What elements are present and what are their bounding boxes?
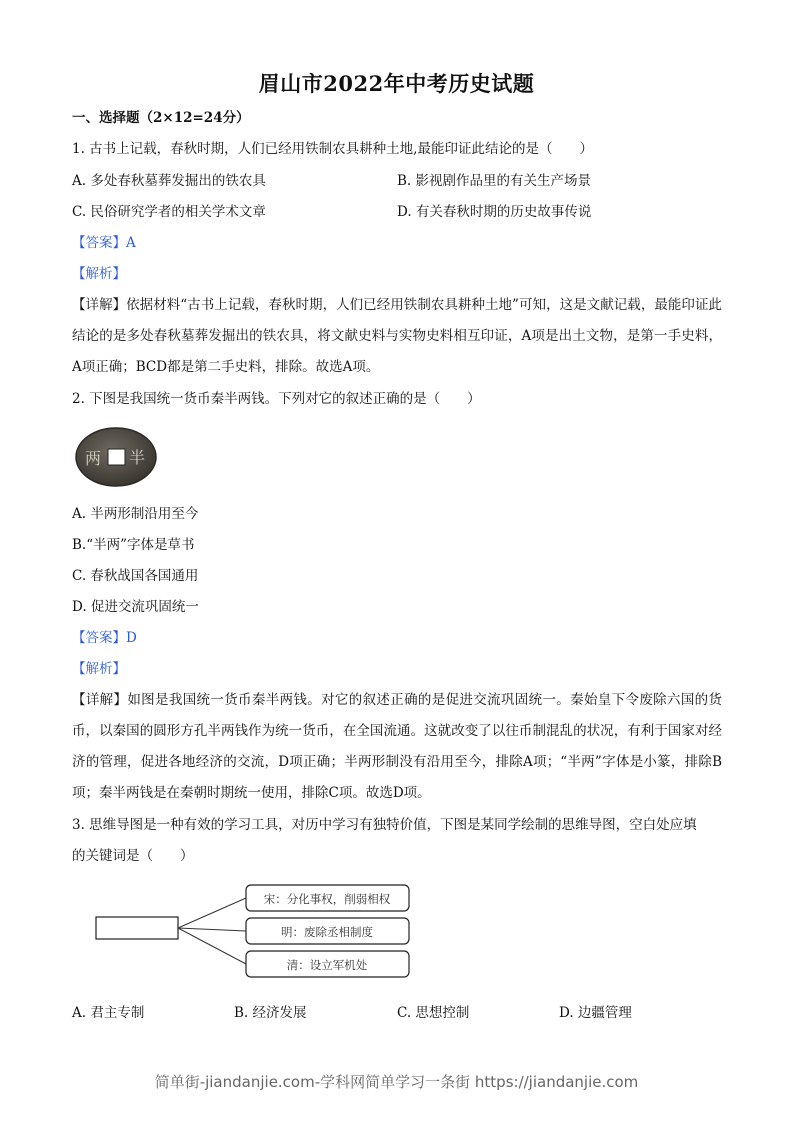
q3-option-a: A. 君主专制 [72, 1005, 145, 1021]
q1-answer: 【答案】A [72, 235, 136, 251]
q2-analysis-label: 【解析】 [72, 661, 126, 677]
q2-answer: 【答案】D [72, 630, 137, 646]
q2-option-b: B.“半两”字体是草书 [72, 537, 195, 553]
q3-stem-line1: 3. 思维导图是一种有效的学习工具，对历中学习有独特价值，下图是某同学绘制的思维导图，空白处应填 [72, 817, 697, 833]
mind-map-diagram [90, 878, 420, 983]
q3-option-c: C. 思想控制 [397, 1005, 470, 1021]
branch-song-label: 宋：分化事权，削弱相权 [263, 892, 391, 906]
section-heading: 一、选择题（2×12=24分） [72, 110, 250, 126]
q2-option-c: C. 春秋战国各国通用 [72, 568, 199, 584]
q3-option-b: B. 经济发展 [234, 1005, 307, 1021]
q2-detail: 【详解】如图是我国统一货币秦半两钱。对它的叙述正确的是促进交流巩固统一。秦始皇下令废除六国的货币，以秦国的圆形方孔半两钱作为统一货币，在全国流通。这就改变了以往币制混乱的状况，有利于国家对经济的管理，促进各地经济的交流，D项正确；半两形制没有沿用至今，排除A项；“半两”字体是小篆，排除B项；秦半两钱是在秦朝时期统一使用，排除C项。故选D项。 [72, 692, 722, 801]
banliang-coin-image [74, 426, 158, 488]
q1-option-b: B. 影视剧作品里的有关生产场景 [397, 173, 592, 189]
q2-stem: 2. 下图是我国统一货币秦半两钱。下列对它的叙述正确的是（ ） [72, 391, 481, 407]
mind-map-blank-box [96, 917, 178, 939]
q2-option-a: A. 半两形制沿用至今 [72, 506, 199, 522]
q1-detail: 【详解】依据材料“古书上记载，春秋时期，人们已经用铁制农具耕种土地”可知，这是文献记载，最能印证此结论的是多处春秋墓葬发掘出的铁农具，将文献史料与实物史料相互印证，A项是出土文物，是第一手史料，A项正确；BCD都是第二手史料，排除。故选A项。 [72, 297, 722, 375]
branch-ming-label: 明：废除丞相制度 [281, 925, 373, 939]
q1-option-a: A. 多处春秋墓葬发掘出的铁农具 [72, 173, 266, 189]
coin-char-right: 半 [129, 448, 146, 467]
branch-qing-label: 清：设立军机处 [286, 958, 368, 972]
q3-stem-line2: 的关键词是（ ） [72, 848, 194, 864]
q1-option-c: C. 民俗研究学者的相关学术文章 [72, 204, 266, 220]
coin-char-left: 两 [85, 449, 102, 468]
page-footer-watermark: 简单街-jiandanjie.com-学科网简单学习一条街 https://jiandanjie.com [154, 1073, 639, 1091]
page-title: 眉山市2022年中考历史试题 [258, 71, 535, 96]
q3-option-d: D. 边疆管理 [559, 1005, 632, 1021]
q1-stem: 1. 古书上记载，春秋时期，人们已经用铁制农具耕种土地,最能印证此结论的是（ ） [72, 141, 593, 157]
q1-option-d: D. 有关春秋时期的历史故事传说 [397, 204, 592, 220]
q1-analysis-label: 【解析】 [72, 266, 126, 282]
q2-option-d: D. 促进交流巩固统一 [72, 599, 199, 615]
